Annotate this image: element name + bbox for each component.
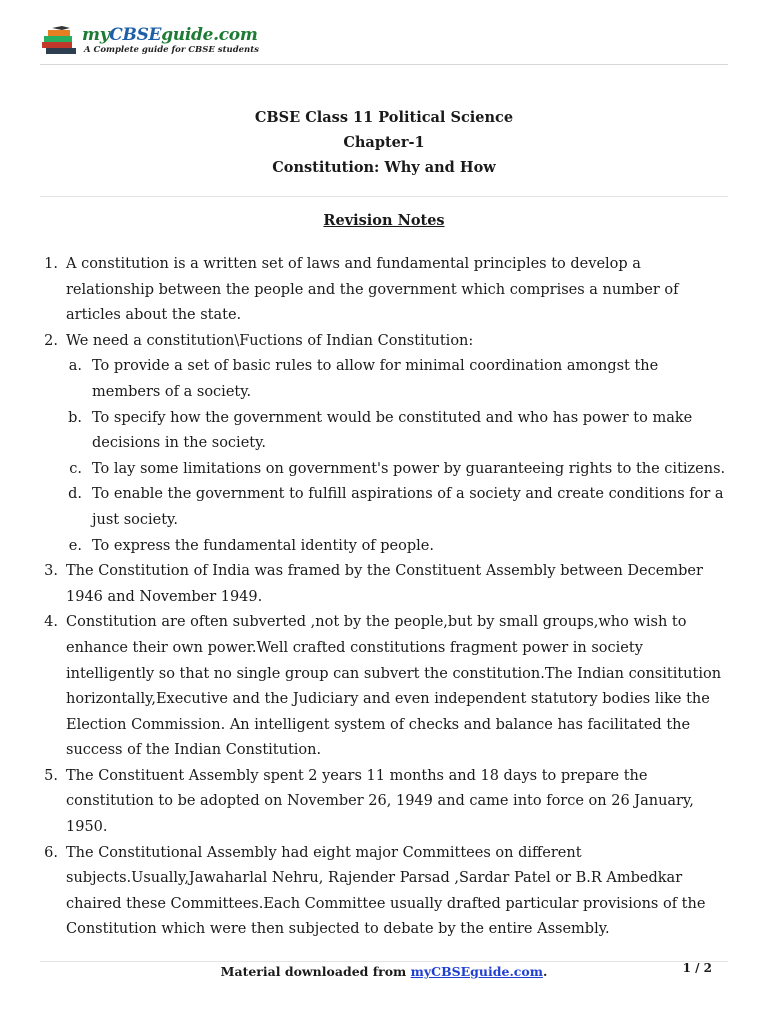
list-item: 6. The Constitutional Assembly had eight major Committees on different subjects.Usually,Jawaharlal Nehru, Rajender Parsad ,Sardar Patel or B.R Ambedkar chaired these Committees.Each Committee usually drafted particular provisions of the Constitution which were then subjected to debate by the entire Assembly. — [44, 844, 706, 938]
notes-list — [40, 252, 730, 943]
sub-list-item: e. To express the fundamental identity of people. — [68, 537, 434, 554]
page-header — [40, 22, 728, 65]
logo-tagline: A Complete guide for CBSE students — [84, 45, 259, 55]
list-item: 4. Constitution are often subverted ,not by the people,but by small groups,who wish to enhance their own power.Well crafted constitutions fragment power in society intelligently so that no single group can subvert the constitution.The Indian consititution horizontally,Executive and the Judiciary and even independent statutory bodies like the Election Commission. An intelligent system of checks and balance has facilitated the success of the Indian Constitution. — [44, 614, 722, 759]
page-footer: Material downloaded from myCBSEguide.com. — [220, 964, 548, 979]
sub-list-item: b. To specify how the government would be constituted and who has power to make decisions in the society. — [68, 409, 693, 452]
title-divider — [40, 196, 728, 197]
page-number: 1 / 2 — [682, 961, 712, 975]
sub-list-item: c. To lay some limitations on government's power by guaranteeing rights to the citizens. — [69, 460, 726, 477]
sub-list-item: a. To provide a set of basic rules to allow for minimal coordination amongst the members of a society. — [68, 358, 659, 400]
list-item: 2. We need a constitution\Fuctions of Indian Constitution: — [44, 332, 474, 349]
list-item: 3. The Constitution of India was framed by the Constituent Assembly between December 1946 and November 1949. — [44, 563, 703, 605]
chapter-number: Chapter-1 — [343, 134, 425, 151]
footer-divider — [40, 961, 728, 962]
document-title-block — [40, 105, 728, 180]
revision-notes-heading: Revision Notes — [323, 212, 445, 229]
logo-title: myCBSEguide.com — [82, 25, 258, 45]
course-title: CBSE Class 11 Political Science — [254, 109, 514, 126]
books-logo-icon — [40, 26, 80, 56]
chapter-title: Constitution: Why and How — [272, 159, 496, 176]
sub-list-item: d. To enable the government to fulfill aspirations of a society and create conditions for a just society. — [68, 486, 724, 528]
footer-site-link[interactable]: myCBSEguide.com — [410, 964, 543, 979]
list-item: 1. A constitution is a written set of laws and fundamental principles to develop a relationship between the people and the government which comprises a number of articles about the state. — [44, 256, 679, 324]
list-item: 5. The Constituent Assembly spent 2 years 11 months and 18 days to prepare the constitution to be adopted on November 26, 1949 and came into force on 26 January, 1950. — [44, 767, 694, 836]
